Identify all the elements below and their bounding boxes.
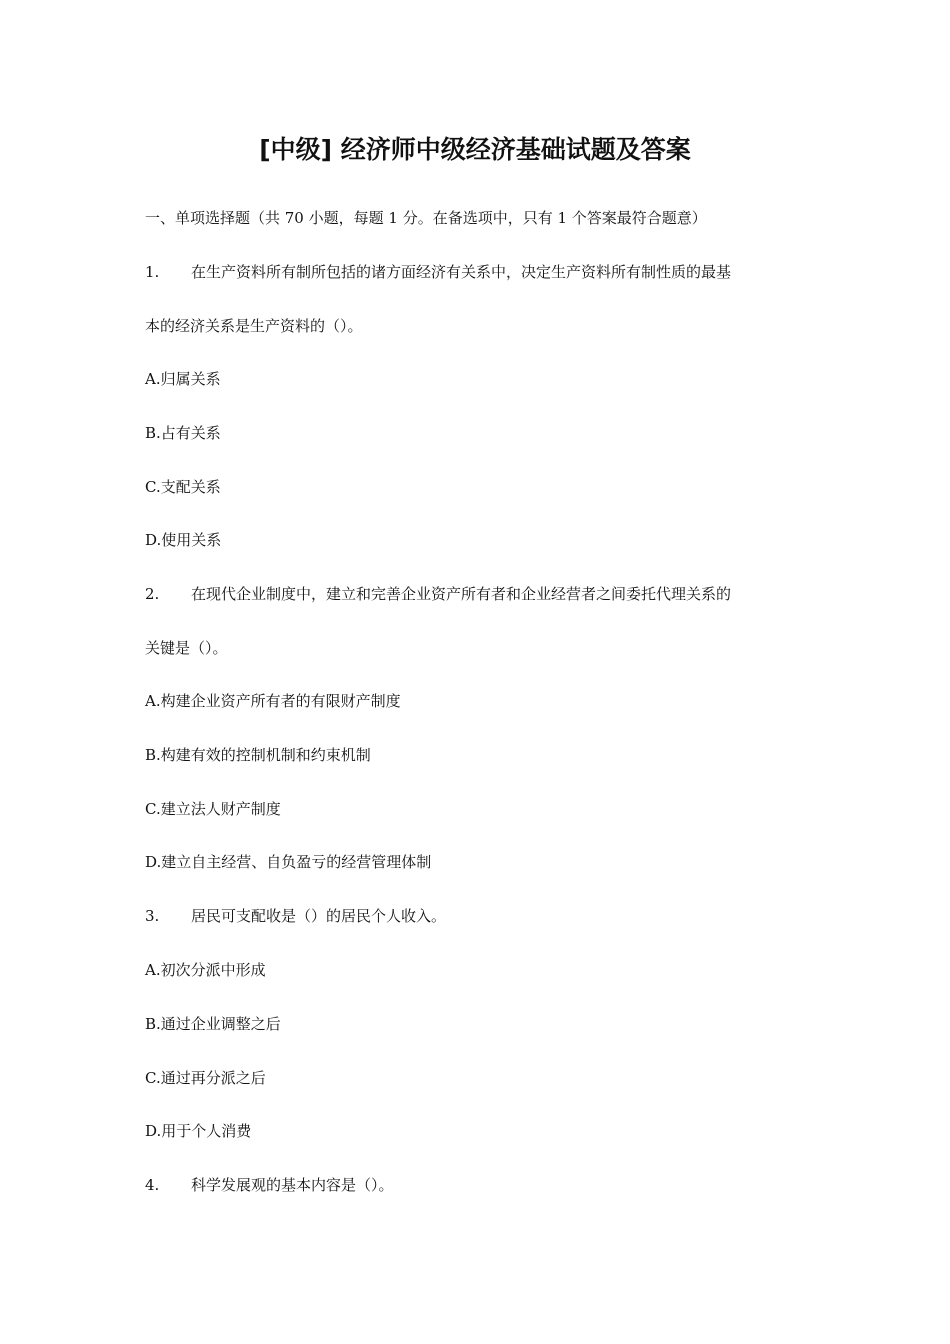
question-4-line1 (145, 1175, 825, 1195)
document-title: [中级] 经济师中级经济基础试题及答案 (259, 135, 691, 164)
question-stem: 科学发展观的基本内容是（）。 (191, 1176, 394, 1194)
question-1-line2: 本的经济关系是生产资料的（）。 (145, 317, 363, 335)
option-1b: B.占有关系 (145, 424, 221, 442)
question-2-line2: 关键是（）。 (145, 639, 228, 657)
option-3b: B.通过企业调整之后 (145, 1015, 281, 1033)
option-2b: B.构建有效的控制机制和约束机制 (145, 746, 371, 764)
option-1a: A.归属关系 (145, 370, 221, 388)
option-3a: A.初次分派中形成 (145, 961, 266, 979)
question-3-line1 (145, 906, 825, 926)
option-3d: D.用于个人消费 (145, 1122, 252, 1140)
question-number: 4. (145, 1176, 160, 1194)
question-2-line1 (145, 584, 825, 604)
option-1d: D.使用关系 (145, 531, 222, 549)
question-1-line1 (145, 262, 825, 282)
section-heading: 一、单项选择题（共 70 小题，每题 1 分。在备选项中，只有 1 个答案最符合题意） (145, 209, 707, 227)
option-3c: C.通过再分派之后 (145, 1069, 266, 1087)
question-number: 2. (145, 585, 160, 603)
option-2c: C.建立法人财产制度 (145, 800, 281, 818)
question-stem: 在现代企业制度中，建立和完善企业资产所有者和企业经营者之间委托代理关系的 (191, 585, 732, 603)
option-1c: C.支配关系 (145, 478, 221, 496)
option-2d: D.建立自主经营、自负盈亏的经营管理体制 (145, 853, 432, 871)
question-stem: 居民可支配收是（）的居民个人收入。 (191, 907, 447, 925)
question-stem: 在生产资料所有制所包括的诸方面经济有关系中，决定生产资料所有制性质的最基 (191, 263, 732, 281)
option-2a: A.构建企业资产所有者的有限财产制度 (145, 692, 401, 710)
question-number: 3. (145, 907, 160, 925)
question-number: 1. (145, 263, 160, 281)
